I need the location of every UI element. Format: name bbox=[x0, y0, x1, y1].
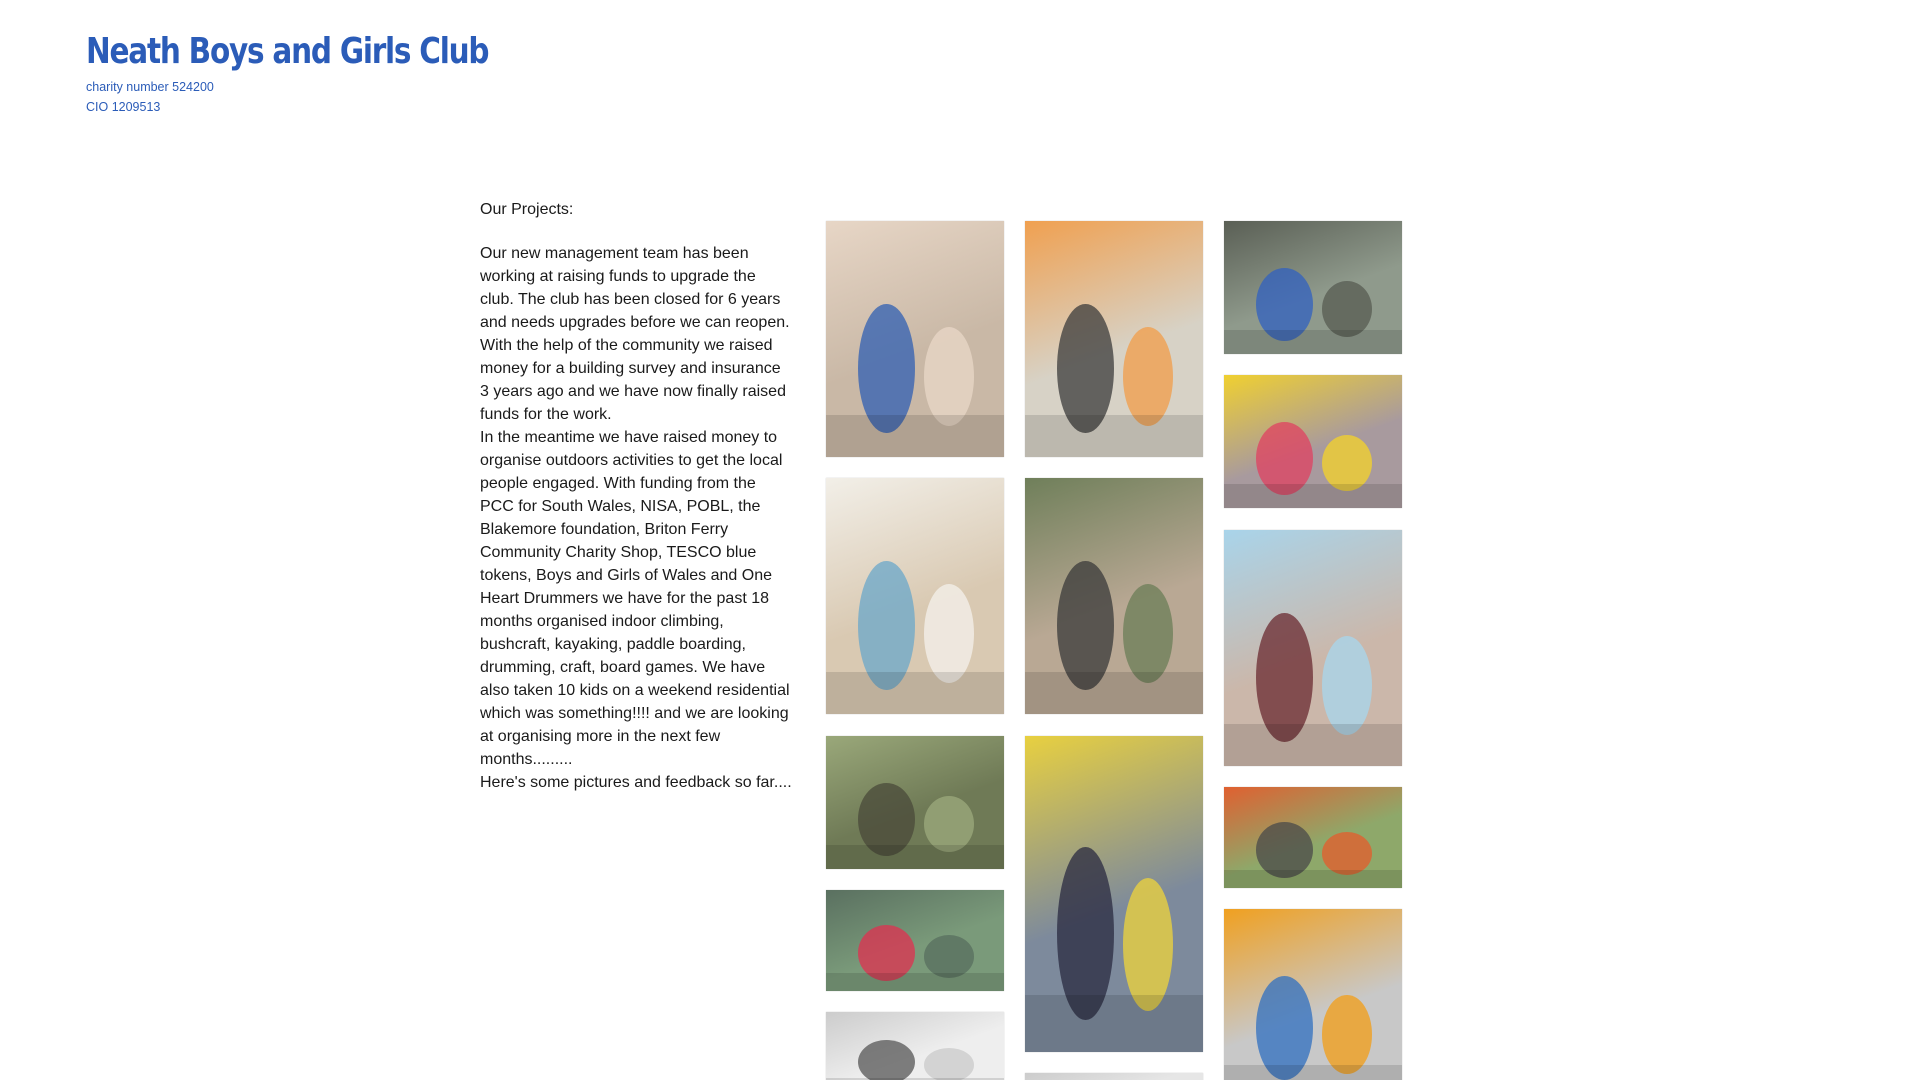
photo-kids-baking[interactable] bbox=[1224, 530, 1402, 766]
photo-kids-in-kayak[interactable] bbox=[1224, 375, 1402, 508]
photo-detail bbox=[826, 415, 1004, 457]
photo-detail bbox=[1025, 415, 1203, 457]
photo-detail bbox=[1224, 870, 1402, 888]
photo-detail bbox=[1123, 327, 1173, 426]
projects-paragraph: In the meantime we have raised money to organise outdoors activities to get the local people engaged. With funding from the PCC for South Wales, NISA, POBL, the Blakemore foundation, Briton Ferry Community Charity Shop, TESCO blue tokens, Boys and Girls of Wales and One Heart Drummers we have for the past 18 months organised indoor climbing, bushcraft, kayaking, paddle boarding, drumming, craft, board games. We have also taken 10 kids on a weekend residential which was something!!!! and we are looking at organising more in the next few months......... bbox=[480, 429, 790, 768]
charity-number: charity number 524200 bbox=[86, 80, 214, 94]
projects-paragraph: Our new management team has been working at raising funds to upgrade the club. The club has been closed for 6 years and needs upgrades before we can reopen. bbox=[480, 245, 790, 331]
photo-detail bbox=[1224, 330, 1402, 354]
photo-detail bbox=[826, 672, 1004, 714]
photo-detail bbox=[1224, 484, 1402, 508]
projects-heading: Our Projects: bbox=[480, 201, 574, 218]
photo-detail bbox=[1322, 995, 1372, 1075]
photo-girl-holding-food-stand[interactable] bbox=[1025, 221, 1203, 457]
photo-detail bbox=[1025, 672, 1203, 714]
projects-paragraph: Here's some pictures and feedback so far.... bbox=[480, 774, 792, 791]
photo-feedback-form-1[interactable] bbox=[826, 1012, 1004, 1080]
photo-detail bbox=[1123, 584, 1173, 683]
projects-text bbox=[480, 198, 792, 794]
photo-detail bbox=[1322, 832, 1372, 874]
photo-boy-climbing-wall[interactable] bbox=[1224, 909, 1402, 1080]
cio-number: CIO 1209513 bbox=[86, 100, 161, 114]
photo-detail bbox=[826, 845, 1004, 869]
photo-drumming-laptop[interactable] bbox=[1025, 478, 1203, 714]
photo-detail bbox=[924, 1048, 974, 1080]
photo-detail bbox=[1224, 1065, 1402, 1080]
photo-craft-table[interactable] bbox=[826, 478, 1004, 714]
photo-detail bbox=[826, 973, 1004, 991]
photo-group-outdoors-helmets[interactable] bbox=[1224, 221, 1402, 354]
photo-detail bbox=[1224, 724, 1402, 766]
photo-climbing-wall-indoor[interactable] bbox=[1025, 736, 1203, 1052]
photo-feedback-form-2[interactable] bbox=[1025, 1073, 1203, 1080]
photo-detail bbox=[1025, 995, 1203, 1052]
photo-go-karts-field[interactable] bbox=[1224, 787, 1402, 888]
photo-detail bbox=[1322, 281, 1372, 337]
photo-detail bbox=[924, 935, 974, 977]
site-title[interactable]: Neath Boys and Girls Club bbox=[86, 31, 489, 72]
photo-girls-sandwich-tower[interactable] bbox=[826, 221, 1004, 457]
photo-bushcraft-woods[interactable] bbox=[826, 736, 1004, 869]
photo-detail bbox=[924, 584, 974, 683]
projects-paragraph: With the help of the community we raised money for a building survey and insurance 3 years ago and we have now finally raised funds for the work. bbox=[480, 337, 786, 423]
photo-detail bbox=[924, 796, 974, 852]
photo-detail bbox=[1322, 435, 1372, 491]
photo-detail bbox=[858, 1040, 915, 1080]
photo-kayaking-lake[interactable] bbox=[826, 890, 1004, 991]
photo-detail bbox=[1123, 878, 1173, 1011]
photo-detail bbox=[924, 327, 974, 426]
photo-detail bbox=[1322, 636, 1372, 735]
